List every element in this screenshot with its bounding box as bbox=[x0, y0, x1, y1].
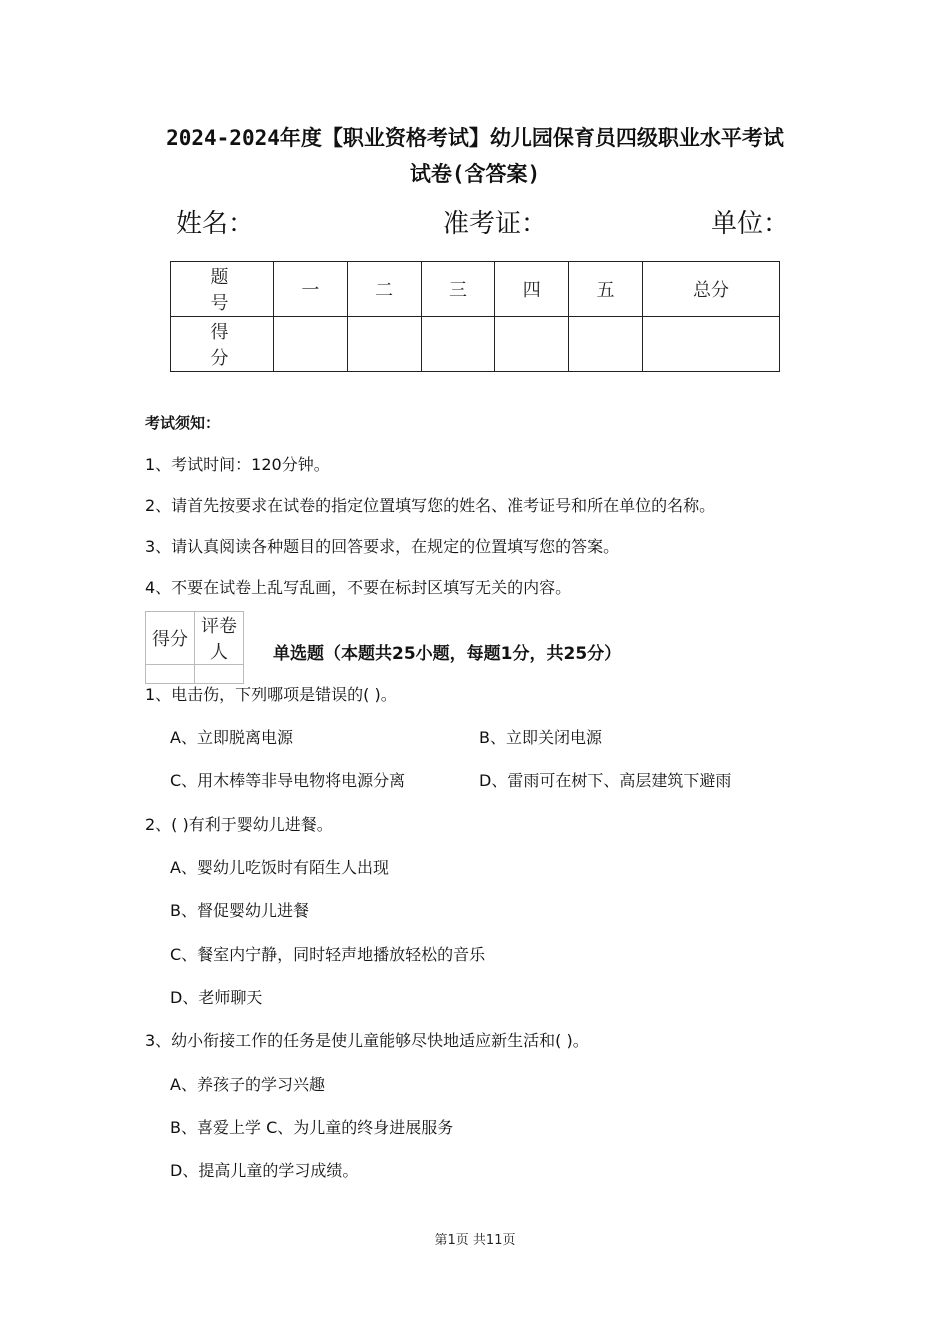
score-table-cell: 题 号 bbox=[171, 262, 274, 317]
question-option[interactable]: B、督促婴幼儿进餐 bbox=[170, 901, 309, 920]
question-option[interactable]: B、立即关闭电源 bbox=[479, 728, 602, 747]
question-option[interactable]: D、老师聊天 bbox=[170, 988, 263, 1007]
notice-item: 2、请首先按要求在试卷的指定位置填写您的姓名、准考证号和所在单位的名称。 bbox=[145, 496, 716, 515]
exam-title-line2: 试卷(含答案) bbox=[409, 162, 541, 186]
question-stem: 2、( )有利于婴幼儿进餐。 bbox=[145, 815, 333, 834]
question-option[interactable]: A、婴幼儿吃饭时有陌生人出现 bbox=[170, 858, 389, 877]
grader-score-label: 得分 bbox=[146, 612, 195, 665]
question-option[interactable]: D、提高儿童的学习成绩。 bbox=[170, 1161, 359, 1180]
score-input-cell[interactable] bbox=[421, 317, 495, 372]
grader-name-label: 评卷人 bbox=[195, 612, 244, 665]
score-input-cell[interactable] bbox=[569, 317, 643, 372]
score-table-cell: 二 bbox=[347, 262, 421, 317]
question-option[interactable]: A、养孩子的学习兴趣 bbox=[170, 1075, 325, 1094]
unit-field-label: 单位： bbox=[711, 209, 790, 239]
score-input-cell[interactable] bbox=[495, 317, 569, 372]
notice-item: 1、考试时间：120分钟。 bbox=[145, 455, 330, 474]
question-option[interactable]: B、喜爱上学 C、为儿童的终身进展服务 bbox=[170, 1118, 454, 1137]
score-table-cell: 一 bbox=[274, 262, 348, 317]
question-stem: 1、电击伤，下列哪项是错误的( )。 bbox=[145, 685, 397, 704]
exam-title-line1: 2024-2024年度【职业资格考试】幼儿园保育员四级职业水平考试 bbox=[166, 126, 784, 150]
page-number: 第1页 共11页 bbox=[434, 1233, 516, 1248]
score-table-header-row bbox=[171, 262, 780, 317]
name-field-label: 姓名： bbox=[176, 209, 255, 239]
notice-title: 考试须知： bbox=[145, 414, 221, 432]
score-input-cell[interactable] bbox=[642, 317, 779, 372]
notice-item: 3、请认真阅读各种题目的回答要求，在规定的位置填写您的答案。 bbox=[145, 537, 620, 556]
question-stem: 3、幼小衔接工作的任务是使儿童能够尽快地适应新生活和( )。 bbox=[145, 1031, 589, 1050]
question-option[interactable]: C、用木棒等非导电物将电源分离 bbox=[170, 771, 406, 790]
exam-number-field-label: 准考证： bbox=[443, 209, 548, 239]
section-title: 单选题（本题共25小题，每题1分，共25分） bbox=[273, 644, 622, 664]
score-table-cell: 五 bbox=[569, 262, 643, 317]
score-table-cell: 得 分 bbox=[171, 317, 274, 372]
grader-box bbox=[145, 611, 244, 684]
question-option[interactable]: C、餐室内宁静，同时轻声地播放轻松的音乐 bbox=[170, 945, 486, 964]
question-option[interactable]: A、立即脱离电源 bbox=[170, 728, 293, 747]
question-option[interactable]: D、雷雨可在树下、高层建筑下避雨 bbox=[479, 771, 732, 790]
score-table-cell: 三 bbox=[421, 262, 495, 317]
score-input-cell[interactable] bbox=[347, 317, 421, 372]
score-table-cell: 总分 bbox=[642, 262, 779, 317]
score-table-score-row bbox=[171, 317, 780, 372]
notice-item: 4、不要在试卷上乱写乱画，不要在标封区填写无关的内容。 bbox=[145, 578, 572, 597]
score-table bbox=[170, 261, 780, 372]
grader-score-cell[interactable] bbox=[146, 665, 195, 684]
grader-name-cell[interactable] bbox=[195, 665, 244, 684]
score-table-cell: 四 bbox=[495, 262, 569, 317]
score-input-cell[interactable] bbox=[274, 317, 348, 372]
